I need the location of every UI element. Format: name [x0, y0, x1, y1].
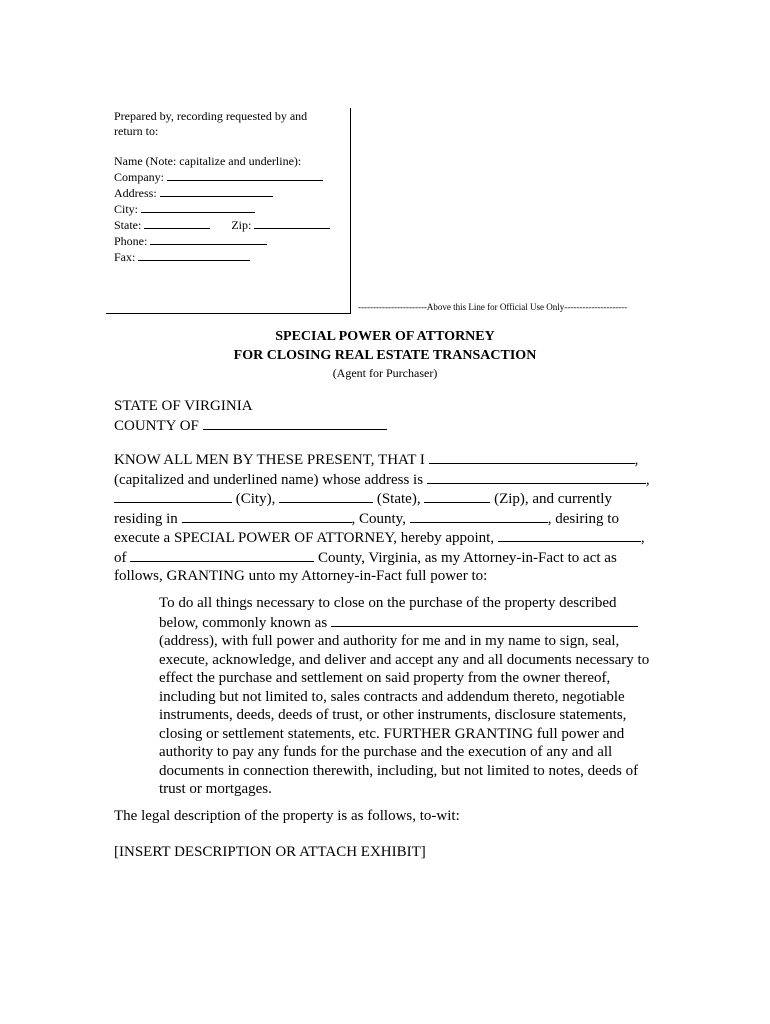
phone-label: Phone: — [114, 234, 148, 248]
desiring-text: , desiring to — [547, 510, 619, 527]
city-text: (City), — [235, 491, 276, 507]
appoint-text: execute a SPECIAL POWER OF ATTORNEY, hereby appoint, — [114, 530, 495, 546]
phone-blank[interactable] — [150, 233, 267, 245]
venue-county-label: COUNTY OF — [114, 417, 199, 434]
insert-description-placeholder: [INSERT DESCRIPTION OR ATTACH EXHIBIT] — [114, 844, 426, 860]
name-label: Name (Note: capitalize and underline): — [114, 154, 302, 168]
principal-state-blank[interactable] — [279, 489, 373, 503]
grant-paragraph — [159, 594, 659, 799]
zip-label: Zip: — [231, 218, 252, 232]
property-address-blank[interactable] — [331, 613, 638, 627]
state-label: State: — [114, 218, 142, 232]
address-blank[interactable] — [160, 185, 273, 197]
grant-line: authority to pay any funds for the purchase and the execution of any and all — [159, 744, 613, 760]
venue-block — [114, 397, 659, 435]
company-blank[interactable] — [167, 169, 323, 181]
grant-line: documents in connection therewith, including, but not limited to notes, deeds of — [159, 762, 639, 779]
grant-line: trust or mortgages. — [159, 781, 272, 797]
comma: , — [645, 471, 650, 488]
document-title: SPECIAL POWER OF ATTORNEY — [275, 329, 495, 344]
grant-line: including but not limited to, sales contracts and addendum thereto, negotiable — [159, 688, 625, 705]
comma: , — [640, 530, 645, 546]
principal-intro: KNOW ALL MEN BY THESE PRESENT, THAT I — [114, 452, 425, 468]
principal-name-blank[interactable] — [429, 450, 635, 464]
principal-zip-blank[interactable] — [424, 489, 490, 503]
residing-text: residing in — [114, 510, 178, 527]
document-subtitle: FOR CLOSING REAL ESTATE TRANSACTION — [233, 348, 537, 363]
zip-blank[interactable] — [254, 217, 330, 229]
prepared-by-line2: return to: — [114, 124, 159, 138]
residing-county-blank[interactable] — [410, 509, 548, 523]
grant-line: closing or settlement statements, etc. FURTHER GRANTING full power and — [159, 725, 625, 742]
city-blank[interactable] — [141, 201, 255, 213]
recording-info-box — [114, 109, 350, 265]
grant-line: instruments, deeds, deeds of trust, or other instruments, disclosure statements, — [159, 707, 627, 723]
recording-box-vertical-rule — [350, 108, 351, 314]
recording-box-bottom-rule — [106, 313, 351, 314]
address-intro: (capitalized and underlined name) whose address is — [114, 471, 424, 488]
granting-text: follows, GRANTING unto my Attorney-in-Fact full power to: — [114, 568, 488, 584]
grant-line: execute, acknowledge, and deliver and accept any and all documents necessary to — [159, 651, 650, 668]
principal-address-blank[interactable] — [427, 470, 646, 484]
residing-blank[interactable] — [182, 509, 352, 523]
grant-line: (address), with full power and authority for me and in my name to sign, seal, — [159, 633, 620, 649]
zip-text: (Zip), and currently — [494, 491, 612, 507]
address-label: Address: — [114, 186, 157, 200]
county-text: , County, — [351, 510, 406, 527]
fax-blank[interactable] — [138, 249, 250, 261]
grant-line: below, commonly known as — [159, 614, 328, 631]
legal-description-intro: The legal description of the property is as follows, to-wit: — [114, 808, 460, 824]
prepared-by-line1: Prepared by, recording requested by and — [114, 109, 308, 123]
city-label: City: — [114, 202, 139, 216]
company-label: Company: — [114, 170, 164, 184]
document-role-note: (Agent for Purchaser) — [332, 366, 438, 380]
attorney-name-blank[interactable] — [498, 528, 641, 542]
fax-label: Fax: — [114, 250, 136, 264]
grant-line: effect the purchase and settlement on said property from the owner thereof, — [159, 670, 611, 686]
grant-line: To do all things necessary to close on the purchase of the property described — [159, 595, 617, 611]
of-text: of — [114, 549, 127, 566]
comma: , — [634, 452, 639, 468]
state-text: (State), — [376, 491, 421, 507]
venue-state: STATE OF VIRGINIA — [114, 398, 253, 414]
official-use-line: -----------------------Above this Line for Official Use Only--------------------- — [358, 302, 628, 312]
county-blank[interactable] — [203, 416, 387, 430]
county-virginia-text: County, Virginia, as my Attorney-in-Fact to act as — [318, 549, 617, 566]
attorney-county-blank[interactable] — [130, 548, 314, 562]
main-paragraph — [114, 450, 659, 586]
principal-city-blank[interactable] — [114, 489, 232, 503]
state-blank[interactable] — [144, 217, 210, 229]
